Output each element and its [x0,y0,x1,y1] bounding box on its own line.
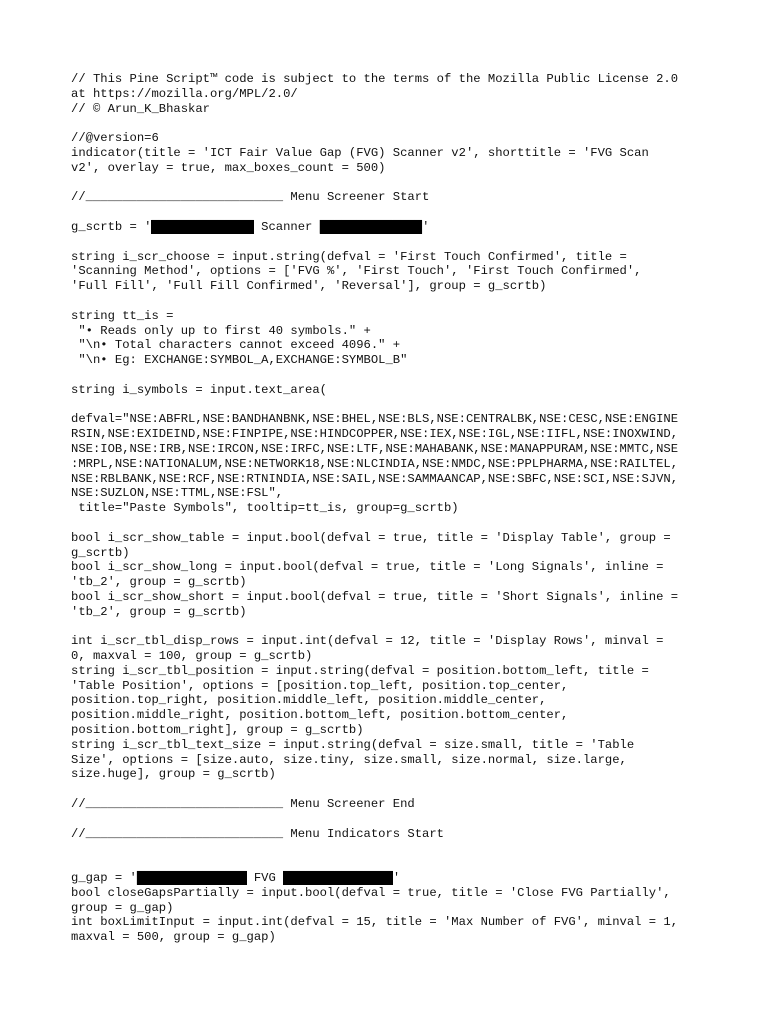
code-line: // © Arun_K_Bhaskar [71,101,210,116]
code-line: RSIN,NSE:EXIDEIND,NSE:FINPIPE,NSE:HINDCOPPER,NSE:IEX,NSE:IGL,NSE:IIFL,NSE:INOXWIND, [71,427,679,442]
code-line: 'tb_2', group = g_scrtb) [71,604,247,619]
redaction-bar: ███████████████ [283,871,393,886]
code-line: string i_scr_tbl_text_size = input.string(defval = size.small, title = 'Table [71,737,635,752]
code-line [71,619,711,634]
code-line: //___________________________ Menu Screener Start [71,190,430,205]
gap-group-line [71,871,711,886]
code-line [71,782,711,797]
code-line: NSE:SUZLON,NSE:TTML,NSE:FSL", [71,486,284,501]
code-line [71,841,711,856]
code-line: size.huge], group = g_scrtb) [71,767,276,782]
code-line [71,235,711,250]
code-block [71,72,711,960]
code-line: at https://mozilla.org/MPL/2.0/ [71,86,298,101]
code-line: 'Full Fill', 'Full Fill Confirmed', 'Reversal'], group = g_scrtb) [71,279,547,294]
code-line: position.middle_right, position.bottom_left, position.bottom_center, [71,708,569,723]
code-line: position.bottom_right], group = g_scrtb) [71,723,364,738]
code-line [71,856,711,871]
code-line [71,205,711,220]
code-line [71,945,711,960]
code-line: int boxLimitInput = input.int(defval = 15, title = 'Max Number of FVG', minval = 1, [71,915,679,930]
code-line: title="Paste Symbols", tooltip=tt_is, group=g_scrtb) [71,501,459,516]
code-line: //___________________________ Menu Screener End [71,797,415,812]
code-line: g_scrtb) [71,545,130,560]
scrtb-suffix: ' [422,219,430,234]
code-line: "\n• Eg: EXCHANGE:SYMBOL_A,EXCHANGE:SYMBOL_B" [71,353,408,368]
code-line: // This Pine Script™ code is subject to the terms of the Mozilla Public License 2.0 [71,72,679,86]
code-line: v2', overlay = true, max_boxes_count = 500) [71,160,386,175]
code-line: bool closeGapsPartially = input.bool(defval = true, title = 'Close FVG Partially', [71,885,671,900]
redaction-bar: ███████████████ [136,871,247,886]
scrtb-group-line [71,220,711,235]
code-line: bool i_scr_show_long = input.bool(defval = true, title = 'Long Signals', inline = [71,560,664,575]
code-line: Size', options = [size.auto, size.tiny, size.small, size.normal, size.large, [71,752,627,767]
code-line: string i_scr_choose = input.string(defval = 'First Touch Confirmed', title = [71,249,627,264]
code-line: "\n• Total characters cannot exceed 4096." + [71,338,401,353]
code-line: //@version=6 [71,131,159,146]
redaction-bar: ██████████████ [319,219,423,234]
code-line: NSE:RBLBANK,NSE:RCF,NSE:RTNINDIA,NSE:SAIL,NSE:SAMMAANCAP,NSE:SBFC,NSE:SCI,NSE:SJVN, [71,471,679,486]
gap-prefix: g_gap = ' [71,871,137,886]
code-line: 'Table Position', options = [position.top_left, position.top_center, [71,678,569,693]
code-line [71,812,711,827]
redaction-bar: ██████████████ [151,219,254,234]
code-line [71,116,711,131]
code-line: :MRPL,NSE:NATIONALUM,NSE:NETWORK18,NSE:NLCINDIA,NSE:NMDC,NSE:PPLPHARMA,NSE:RAILTEL, [71,456,679,471]
code-line [71,398,711,413]
gap-label: FVG [246,871,284,886]
code-line [71,294,711,309]
scrtb-prefix: g_scrtb = ' [71,219,152,234]
code-line: maxval = 500, group = g_gap) [71,930,276,945]
code-line: group = g_gap) [71,900,174,915]
code-line [71,176,711,191]
code-line: "• Reads only up to first 40 symbols." + [71,323,371,338]
code-line: position.top_right, position.middle_left, position.middle_center, [71,693,547,708]
scrtb-label: Scanner [253,219,320,234]
code-line: string i_symbols = input.text_area( [71,382,327,397]
code-line: int i_scr_tbl_disp_rows = input.int(defval = 12, title = 'Display Rows', minval = [71,634,664,649]
code-line: defval="NSE:ABFRL,NSE:BANDHANBNK,NSE:BHEL,NSE:BLS,NSE:CENTRALBK,NSE:CESC,NSE:ENGINE [71,412,679,427]
code-line: string i_scr_tbl_position = input.string(defval = position.bottom_left, title = [71,663,649,678]
code-line: string tt_is = [71,308,174,323]
code-line [71,516,711,531]
code-line: NSE:IOB,NSE:IRB,NSE:IRCON,NSE:IRFC,NSE:LTF,NSE:MAHABANK,NSE:MANAPPURAM,NSE:MMTC,NSE [71,441,679,456]
code-line: //___________________________ Menu Indicators Start [71,826,444,841]
gap-suffix: ' [392,871,401,886]
code-line: bool i_scr_show_short = input.bool(defval = true, title = 'Short Signals', inline = [71,589,679,604]
code-line: indicator(title = 'ICT Fair Value Gap (FVG) Scanner v2', shorttitle = 'FVG Scan [71,145,649,160]
code-line: 0, maxval = 100, group = g_scrtb) [71,649,313,664]
code-line [71,368,711,383]
code-line: 'Scanning Method', options = ['FVG %', 'First Touch', 'First Touch Confirmed', [71,264,642,279]
code-line: bool i_scr_show_table = input.bool(defval = true, title = 'Display Table', group = [71,530,671,545]
code-line: 'tb_2', group = g_scrtb) [71,575,247,590]
